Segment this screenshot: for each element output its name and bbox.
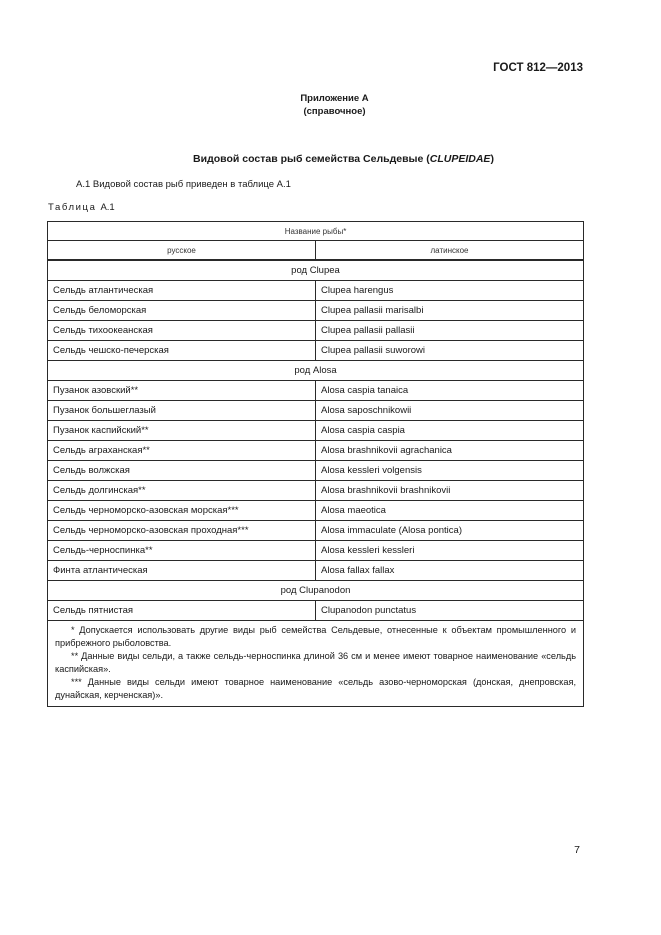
section-title-latin: CLUPEIDAE [429, 153, 491, 165]
page-number: 7 [574, 844, 580, 856]
table-row [48, 381, 584, 401]
section-title-prefix: Видовой состав рыб семейства Сельдевые ( [193, 153, 430, 165]
russian-name: Сельдь черноморско-азовская морская*** [48, 501, 316, 521]
latin-name: Clupea pallasii marisalbi [316, 301, 584, 321]
russian-name: Пузанок каспийский** [48, 421, 316, 441]
russian-name: Сельдь пятнистая [48, 601, 316, 621]
genus-label: род Alosa [48, 361, 584, 381]
russian-name: Сельдь долгинская** [48, 481, 316, 501]
latin-name: Alosa caspia caspia [316, 421, 584, 441]
latin-name: Alosa brashnikovii agrachanica [316, 441, 584, 461]
russian-name: Пузанок большеглазый [48, 401, 316, 421]
section-title [0, 153, 661, 165]
section-title-suffix: ) [490, 153, 494, 165]
table-caption-word: Таблица [48, 202, 97, 213]
russian-name: Сельдь чешско-печерская [48, 341, 316, 361]
footnote-2: ** Данные виды сельди, а также сельдь-черноспинка длиной 36 см и менее имеют товарное наименование «сельдь каспийская». [55, 651, 576, 674]
intro-paragraph: А.1 Видовой состав рыб приведен в таблице А.1 [76, 179, 291, 190]
table-row [48, 481, 584, 501]
header-russian: русское [48, 241, 316, 261]
latin-name: Clupea harengus [316, 281, 584, 301]
russian-name: Финта атлантическая [48, 561, 316, 581]
table-row [48, 321, 584, 341]
header-fish-name: Название рыбы* [48, 222, 584, 241]
annex-subtitle: (справочное) [303, 106, 366, 117]
latin-name: Alosa fallax fallax [316, 561, 584, 581]
genus-row [48, 260, 584, 281]
latin-name: Alosa caspia tanaica [316, 381, 584, 401]
table-row [48, 461, 584, 481]
table-row [48, 521, 584, 541]
latin-name: Alosa maeotica [316, 501, 584, 521]
russian-name: Сельдь тихоокеанская [48, 321, 316, 341]
table-row [48, 441, 584, 461]
latin-name: Alosa kessleri volgensis [316, 461, 584, 481]
annex-heading [0, 92, 661, 118]
russian-name: Сельдь-черноспинка** [48, 541, 316, 561]
table-body [48, 260, 584, 621]
latin-name: Clupea pallasii suworowi [316, 341, 584, 361]
table-row [48, 341, 584, 361]
annex-title: Приложение А [300, 93, 369, 104]
table-row [48, 401, 584, 421]
russian-name: Пузанок азовский** [48, 381, 316, 401]
latin-name: Alosa immaculate (Alosa pontica) [316, 521, 584, 541]
latin-name: Clupanodon punctatus [316, 601, 584, 621]
table-row [48, 541, 584, 561]
latin-name: Alosa saposchnikowii [316, 401, 584, 421]
table-row [48, 421, 584, 441]
species-table [47, 221, 584, 707]
russian-name: Сельдь волжская [48, 461, 316, 481]
latin-name: Alosa brashnikovii brashnikovii [316, 481, 584, 501]
table-footnotes [48, 621, 584, 707]
russian-name: Сельдь атлантическая [48, 281, 316, 301]
russian-name: Сельдь черноморско-азовская проходная*** [48, 521, 316, 541]
genus-row [48, 581, 584, 601]
footnote-1: * Допускается использовать другие виды рыб семейства Сельдевые, отнесенные к объектам промышленного и прибрежного рыболовства. [55, 625, 576, 648]
table-caption [48, 202, 115, 213]
russian-name: Сельдь аграханская** [48, 441, 316, 461]
genus-row [48, 361, 584, 381]
latin-name: Clupea pallasii pallasii [316, 321, 584, 341]
table-row [48, 501, 584, 521]
russian-name: Сельдь беломорская [48, 301, 316, 321]
header-latin: латинское [316, 241, 584, 261]
genus-label: род Clupea [48, 260, 584, 281]
table-row [48, 561, 584, 581]
table-caption-number: А.1 [100, 202, 115, 213]
genus-label: род Clupanodon [48, 581, 584, 601]
latin-name: Alosa kessleri kessleri [316, 541, 584, 561]
standard-number: ГОСТ 812—2013 [493, 62, 583, 74]
table-row [48, 301, 584, 321]
table-row [48, 281, 584, 301]
footnote-3: *** Данные виды сельди имеют товарное наименование «сельдь азово-черноморская (донская, днепровская, дунайская, керченская)». [55, 677, 576, 700]
table-row [48, 601, 584, 621]
